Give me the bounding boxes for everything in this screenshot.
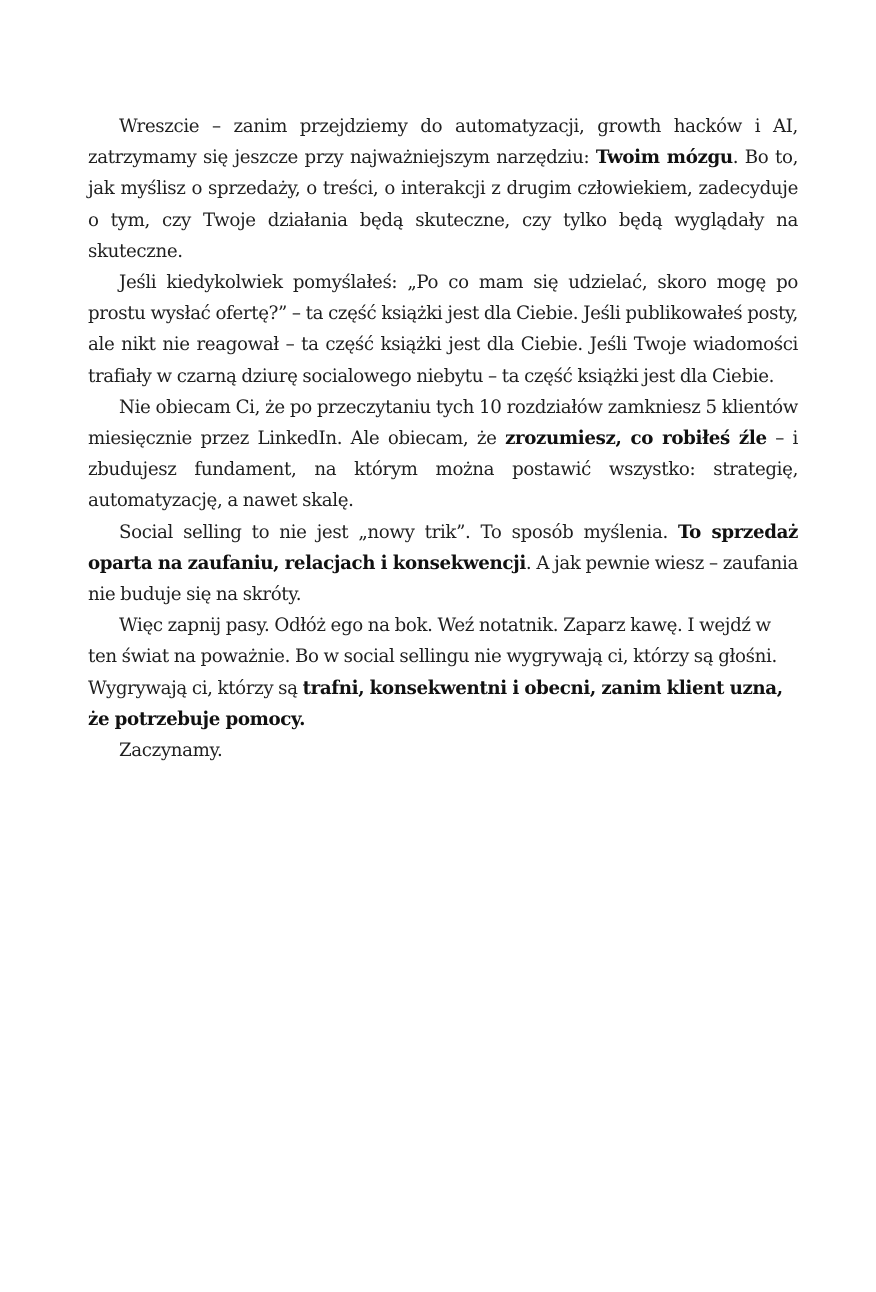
body-text (88, 111, 798, 766)
bold-phrase: To sprzedaż oparta na zaufaniu, relacjach i konsekwencji (88, 521, 799, 574)
paragraph: Jeśli kiedykolwiek pomyślałeś: „Po co mam się udzielać, skoro mogę po prostu wysłać ofertę?” – ta część książki jest dla Ciebie. Jeśli publikowałeś posty, ale nikt nie reagował – ta część książki jest dla Ciebie. Jeśli Twoje wiadomości trafiały w czarną dziurę socialowego niebytu – ta część książki jest dla Ciebie. (88, 272, 798, 387)
paragraph-closing: Zaczynamy. (119, 740, 223, 762)
bold-phrase: trafni, konsekwentni i obecni, zanim klient uzna, że potrzebuje pomocy. (88, 677, 783, 730)
bold-phrase: zrozumiesz, co robiłeś źle (505, 428, 767, 450)
paragraph: Wreszcie – zanim przejdziemy do automatyzacji, growth hacków i AI, zatrzymamy się jeszcze przy najważniejszym narzędziu: Twoim mózgu. Bo to, jak myślisz o sprzedaży, o treści, o interakcji z drugim człowiekiem, zadecyduje o tym, czy Twoje działania będą skuteczne, czy tylko będą wyglądały na skuteczne. (88, 116, 799, 262)
paragraph: Social selling to nie jest „nowy trik”. To sposób myślenia. To sprzedaż oparta na zaufaniu, relacjach i konsekwencji. A jak pewnie wiesz – zaufania nie buduje się na skróty. (88, 521, 799, 606)
bold-phrase: Twoim mózgu (595, 147, 733, 169)
paragraph: Nie obiecam Ci, że po przeczytaniu tych 10 rozdziałów zamkniesz 5 klientów miesięcznie przez LinkedIn. Ale obiecam, że zrozumiesz, co robiłeś źle – i zbudujesz fundament, na którym można postawić wszystko: strategię, automatyzację, a nawet skalę. (88, 396, 798, 512)
paragraph: Więc zapnij pasy. Odłóż ego na bok. Weź notatnik. Zaparz kawę. I wejdź w ten świat na poważnie. Bo w social sellingu nie wygrywają ci, którzy są głośni. Wygrywają ci, którzy są trafni, konsekwentni i obecni, zanim klient uzna, że potrzebuje pomocy. (88, 615, 783, 730)
